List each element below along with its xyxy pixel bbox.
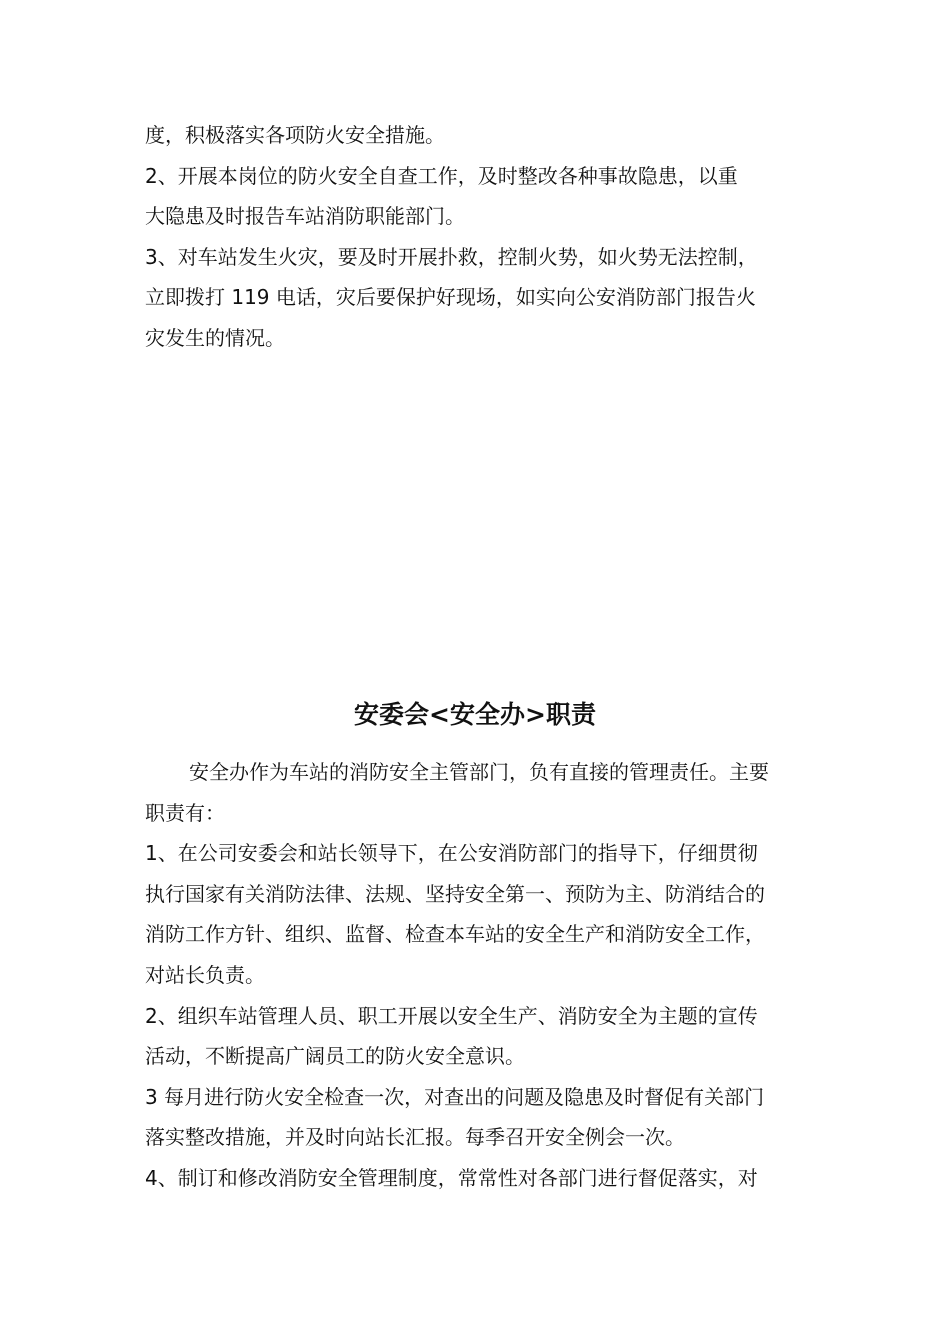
paragraph-line: 1、在公司安委会和站长领导下，在公安消防部门的指导下，仔细贯彻 <box>145 841 758 866</box>
paragraph-line: 3、对车站发生火灾，要及时开展扑救，控制火势，如火势无法控制， <box>145 244 758 269</box>
top-text-block <box>145 115 825 359</box>
paragraph-line: 对站长负责。 <box>145 962 265 987</box>
paragraph-line: 度，积极落实各项防火安全措施。 <box>145 123 445 147</box>
intro-line: 安全办作为车站的消防安全主管部门，负有直接的管理责任。主要 <box>189 760 769 784</box>
paragraph-line: 3 每月进行防火安全检查一次，对查出的问题及隐患及时督促有关部门 <box>145 1084 765 1109</box>
paragraph-line: 灾发生的情况。 <box>145 325 285 350</box>
paragraph-line: 消防工作方针、组织、监督、检查本车站的安全生产和消防安全工作， <box>145 922 765 947</box>
section-body <box>145 752 825 1199</box>
paragraph-line: 2、组织车站管理人员、职工开展以安全生产、消防安全为主题的宣传 <box>145 1003 758 1028</box>
paragraph-line: 职责有： <box>145 800 225 825</box>
paragraph-line: 4、制订和修改消防安全管理制度，常常性对各部门进行督促落实，对 <box>145 1165 758 1190</box>
paragraph-line: 落实整改措施，并及时向站长汇报。每季召开安全例会一次。 <box>145 1125 685 1150</box>
section-title: 安委会<安全办>职责 <box>354 700 596 729</box>
paragraph-line: 2、开展本岗位的防火安全自查工作，及时整改各种事故隐患，以重 <box>145 163 738 188</box>
paragraph-line: 大隐患及时报告车站消防职能部门。 <box>145 204 465 229</box>
paragraph-line: 活动，不断提高广阔员工的防火安全意识。 <box>145 1044 525 1069</box>
paragraph-line: 执行国家有关消防法律、法规、坚持安全第一、预防为主、防消结合的 <box>145 881 765 906</box>
paragraph-line: 立即拨打 119 电话，灾后要保护好现场，如实向公安消防部门报告火 <box>145 285 756 310</box>
